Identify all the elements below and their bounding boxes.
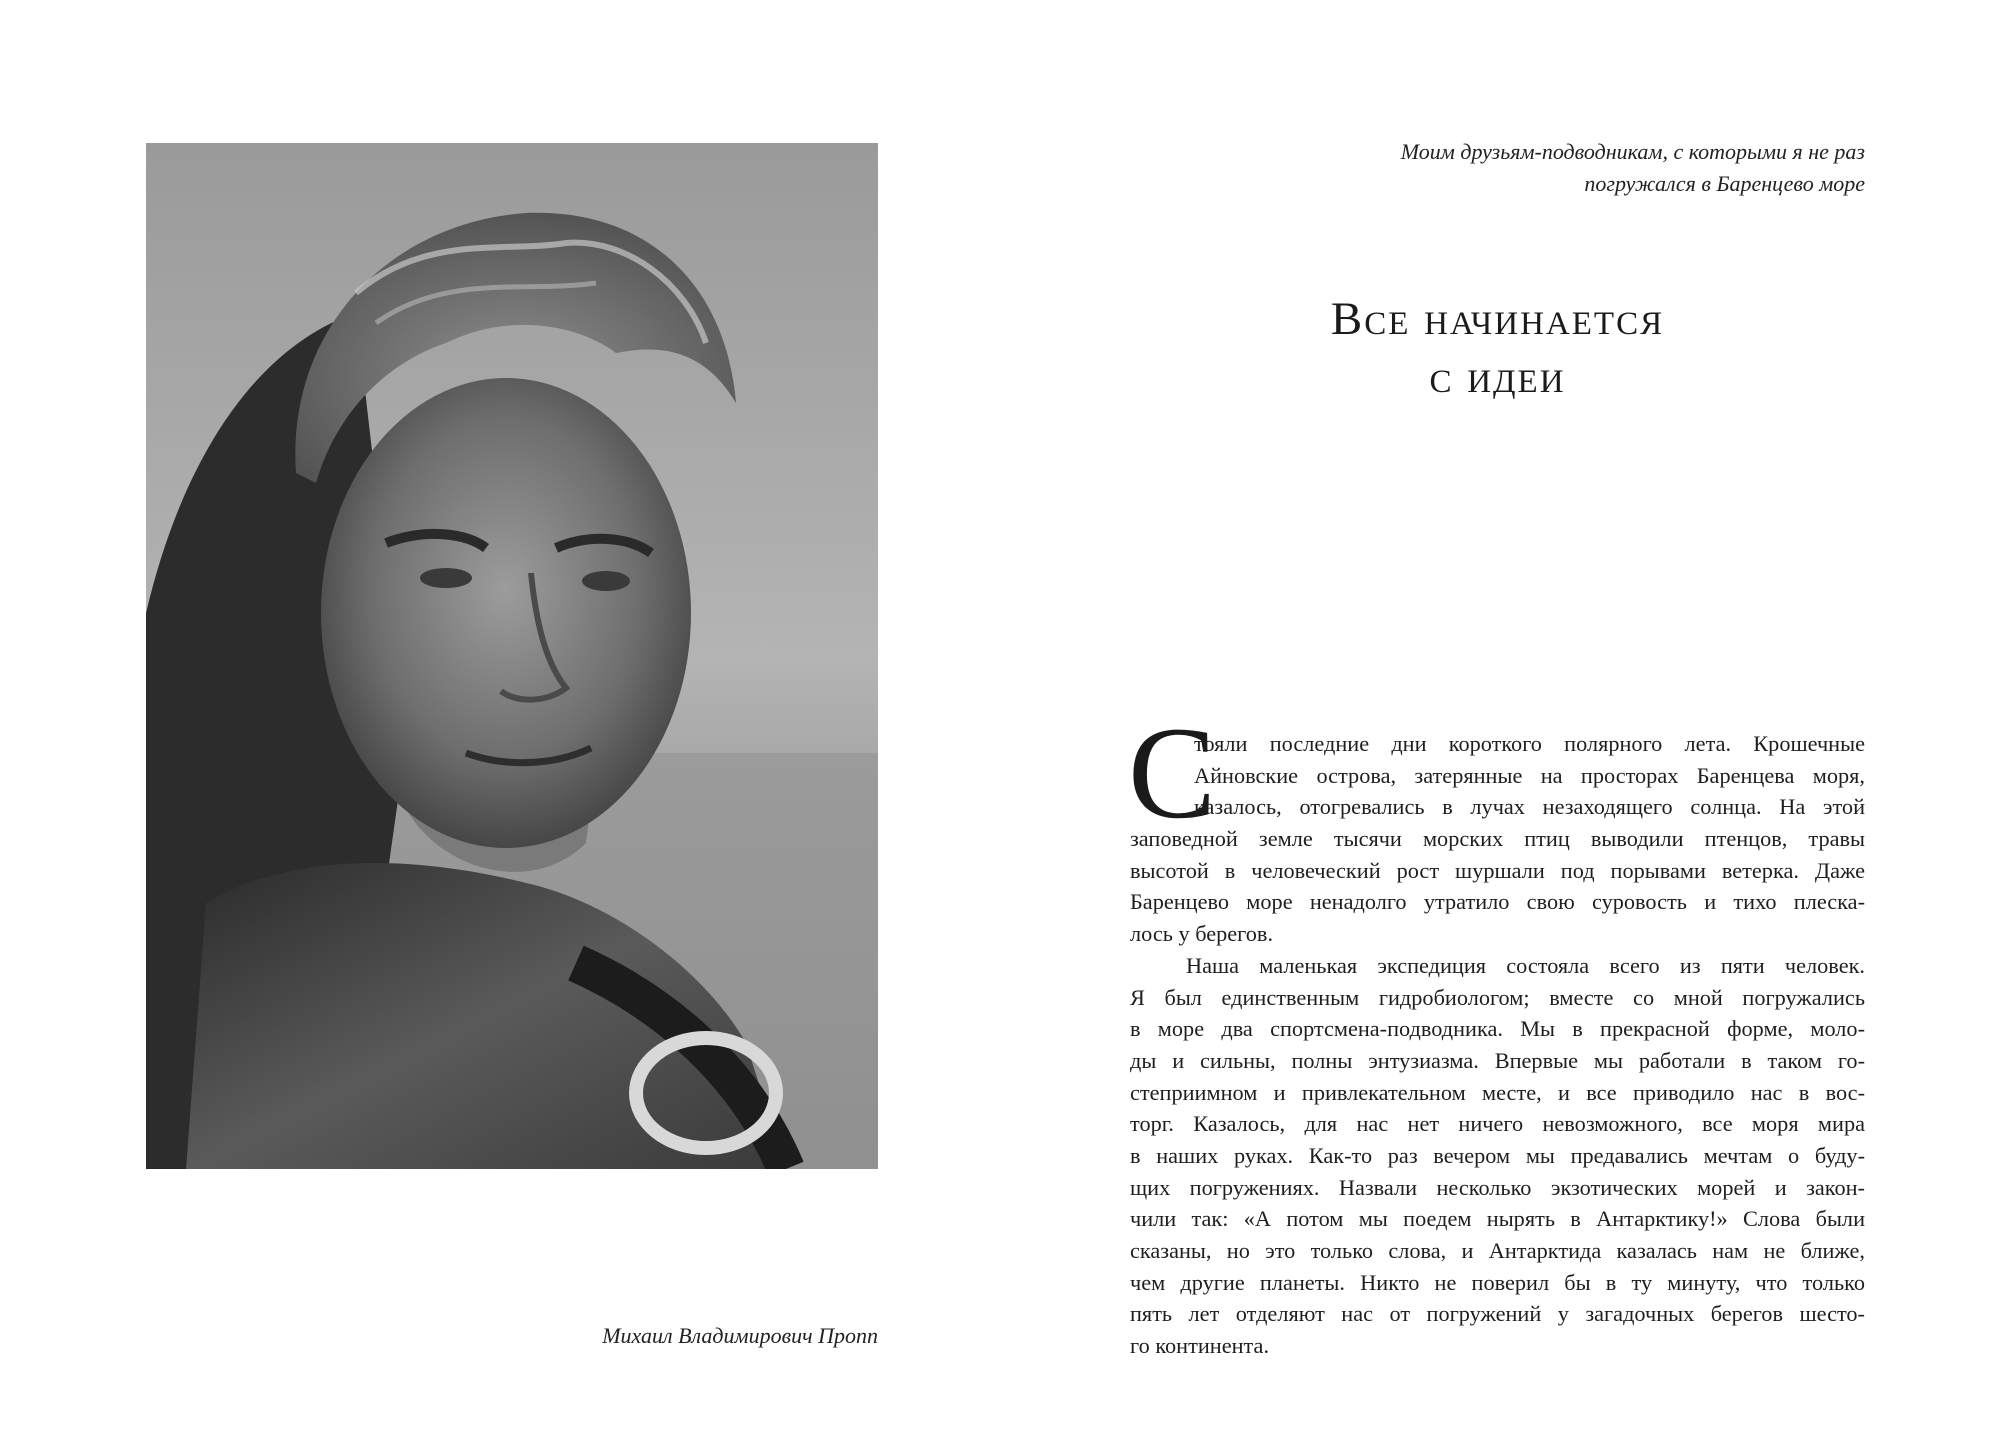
- text-line: лось у берегов.: [1130, 921, 1274, 947]
- epigraph-line: Моим друзьям-подводникам, с которыми я не раз: [1400, 139, 1865, 164]
- text-line: тояли последние дни короткого полярного лета. Крошечные: [1194, 731, 1865, 756]
- chapter-title-line: с идеи: [1429, 351, 1566, 403]
- portrait-photo: [146, 143, 878, 1169]
- text-line: высотой в человеческий рост шуршали под порывами ветерка. Даже: [1130, 857, 1865, 883]
- epigraph-line: погружался в Баренцево море: [1584, 171, 1865, 196]
- text-line: щих погружениях. Назвали несколько экзотических морей и закон-: [1130, 1174, 1865, 1200]
- photo-caption: Михаил Владимирович Пропп: [602, 1323, 878, 1348]
- text-line: сказаны, но это только слова, и Антарктида казалась нам не ближе,: [1130, 1238, 1865, 1263]
- text-line: заповедной земле тысячи морских птиц выводили птенцов, травы: [1130, 826, 1865, 852]
- text-line: го континента.: [1130, 1333, 1270, 1359]
- text-line: Наша маленькая экспедиция состояла всего из пяти человек.: [1186, 952, 1865, 978]
- portrait-photo-image: [146, 143, 878, 1169]
- chapter-title-line: Все начинается: [1330, 293, 1665, 345]
- text-line: Я был единственным гидробиологом; вместе со мной погружались: [1130, 984, 1865, 1010]
- text-line: казалось, отогревались в лучах незаходящего солнца. На этой: [1194, 794, 1865, 820]
- text-line: степриимном и привлекательном месте, и все приводило нас в вос-: [1130, 1079, 1865, 1105]
- paragraph-1: [1130, 728, 1865, 950]
- chapter-title: [1130, 290, 1865, 406]
- drop-cap: С: [1128, 699, 1217, 846]
- text-line: чили так: «А потом мы поедем нырять в Антарктику!» Слова были: [1130, 1206, 1865, 1232]
- text-line: в море два спортсмена-подводника. Мы в прекрасной форме, моло-: [1130, 1016, 1865, 1042]
- text-line: торг. Казалось, для нас нет ничего невозможного, все моря мира: [1130, 1111, 1865, 1137]
- text-line: чем другие планеты. Никто не поверил бы в ту минуту, что только: [1130, 1269, 1865, 1295]
- text-line: пять лет отделяют нас от погружений у загадочных берегов шесто-: [1130, 1301, 1865, 1327]
- epigraph: [1130, 136, 1865, 200]
- paragraph-2: [1130, 950, 1865, 1362]
- text-line: ды и сильны, полны энтузиазма. Впервые мы работали в таком го-: [1130, 1047, 1865, 1073]
- body-text: [1130, 728, 1865, 1362]
- text-line: Баренцево море ненадолго утратило свою суровость и тихо плеска-: [1130, 889, 1865, 915]
- text-line: в наших руках. Как-то раз вечером мы предавались мечтам о буду-: [1130, 1142, 1865, 1168]
- text-line: Айновские острова, затерянные на просторах Баренцева моря,: [1194, 762, 1865, 788]
